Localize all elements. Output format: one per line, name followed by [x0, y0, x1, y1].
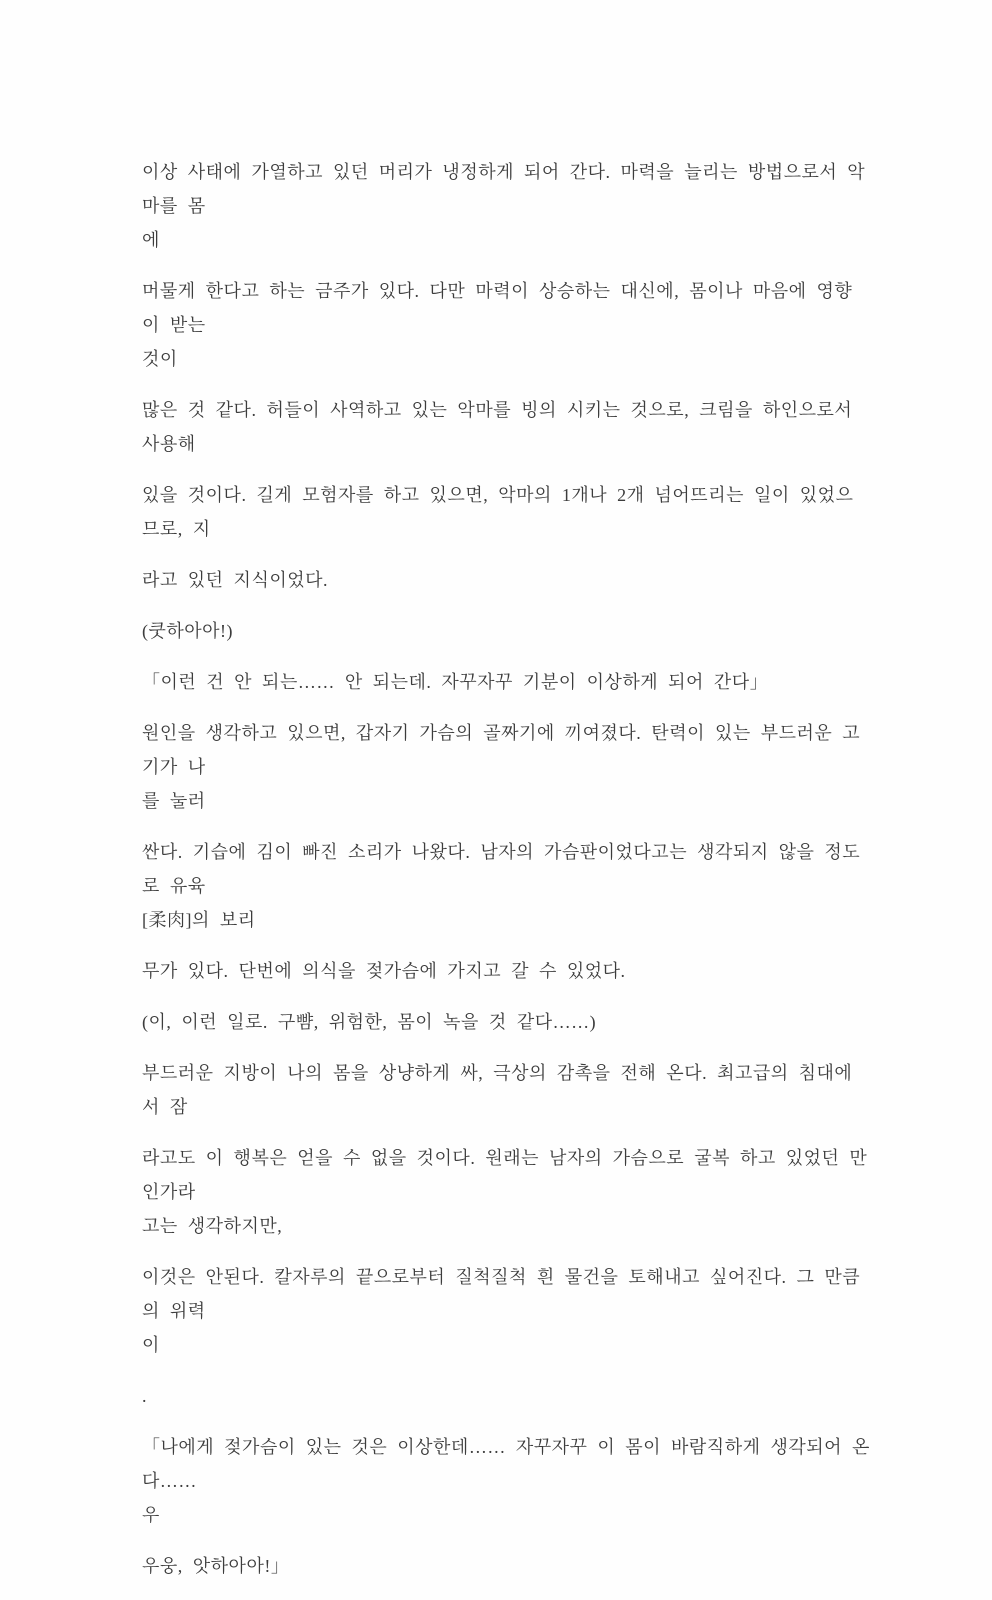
paragraph — [142, 155, 870, 257]
document-body — [142, 155, 870, 1600]
paragraph — [142, 274, 870, 376]
paragraph — [142, 1549, 870, 1583]
paragraph — [142, 1379, 870, 1413]
paragraph — [142, 954, 870, 988]
text-line: 에 — [142, 230, 160, 250]
text-line: 우웅, 앗하아아!」 — [142, 1556, 290, 1576]
paragraph — [142, 1260, 870, 1362]
text-line: 고는 생각하지만, — [142, 1216, 283, 1236]
text-line: 라고도 이 행복은 얻을 수 없을 것이다. 원래는 남자의 가슴으로 굴복 하고 있었던 만인가라 — [142, 1148, 868, 1202]
paragraph — [142, 478, 870, 546]
paragraph — [142, 665, 870, 699]
paragraph — [142, 563, 870, 597]
text-line: 이것은 안된다. 칼자루의 끝으로부터 질척질척 흰 물건을 토해내고 싶어진다. 그 만큼의 위력 — [142, 1267, 861, 1321]
text-line: 원인을 생각하고 있으면, 갑자기 가슴의 골짜기에 끼여졌다. 탄력이 있는 부드러운 고기가 나 — [142, 723, 861, 777]
paragraph — [142, 716, 870, 818]
paragraph — [142, 1141, 870, 1243]
paragraph — [142, 835, 870, 937]
text-line: 많은 것 같다. 허들이 사역하고 있는 악마를 빙의 시키는 것으로, 크림을 하인으로서 사용해 — [142, 400, 853, 454]
text-line: 부드러운 지방이 나의 몸을 상냥하게 싸, 극상의 감촉을 전해 온다. 최고급의 침대에서 잠 — [142, 1063, 853, 1117]
text-line: 머물게 한다고 하는 금주가 있다. 다만 마력이 상승하는 대신에, 몸이나 마음에 영향이 받는 — [142, 281, 853, 335]
text-line: 것이 — [142, 349, 178, 369]
text-line: 싼다. 기습에 김이 빠진 소리가 나왔다. 남자의 가슴판이었다고는 생각되지 않을 정도로 유육 — [142, 842, 861, 896]
paragraph — [142, 393, 870, 461]
text-line: (쿳하아아!) — [142, 621, 234, 641]
text-line: 이 — [142, 1335, 160, 1355]
text-line: (이, 이런 일로. 구뺨, 위험한, 몸이 녹을 것 같다……) — [142, 1012, 597, 1032]
paragraph — [142, 1005, 870, 1039]
text-line: 이상 사태에 가열하고 있던 머리가 냉정하게 되어 간다. 마력을 늘리는 방법으로서 악마를 몸 — [142, 162, 866, 216]
text-line: . — [142, 1386, 147, 1406]
text-line: 「이런 건 안 되는…… 안 되는데. 자꾸자꾸 기분이 이상하게 되어 간다」 — [142, 672, 769, 692]
text-line: 라고 있던 지식이었다. — [142, 570, 328, 590]
text-line: 「나에게 젖가슴이 있는 것은 이상한데…… 자꾸자꾸 이 몸이 바람직하게 생각되어 온다…… — [142, 1437, 870, 1491]
paragraph — [142, 1430, 870, 1532]
text-line: 우 — [142, 1505, 160, 1525]
paragraph — [142, 1056, 870, 1124]
text-line: 있을 것이다. 길게 모험자를 하고 있으면, 악마의 1개나 2개 넘어뜨리는 일이 있었으므로, 지 — [142, 485, 854, 539]
text-line: [柔肉]의 보리 — [142, 910, 256, 930]
paragraph — [142, 614, 870, 648]
text-line: 무가 있다. 단번에 의식을 젖가슴에 가지고 갈 수 있었다. — [142, 961, 626, 981]
text-line: 를 눌러 — [142, 791, 206, 811]
